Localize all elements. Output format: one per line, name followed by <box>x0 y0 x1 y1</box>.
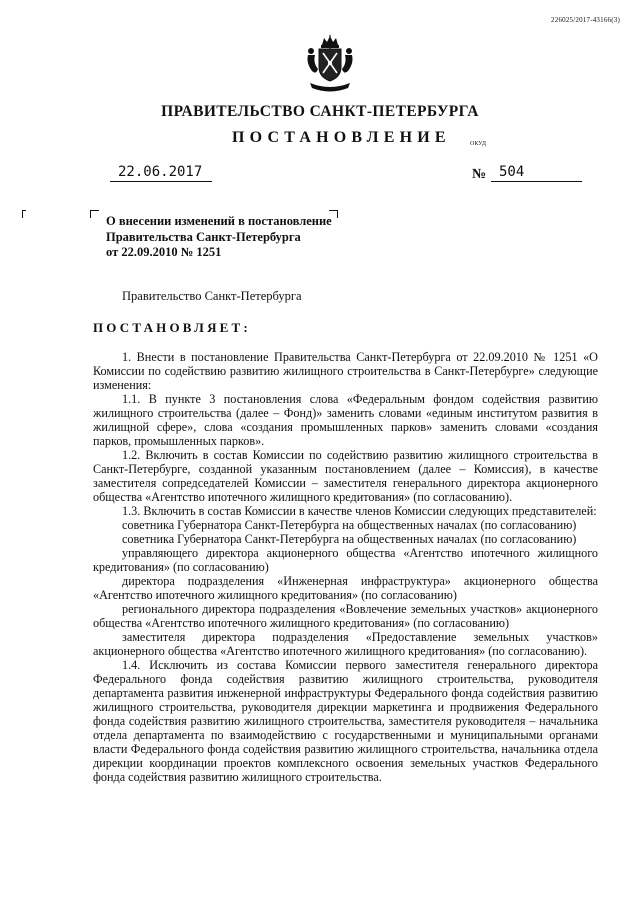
member-item: заместителя директора подразделения «Предоставление земельных участков» акционерного общества «Агентство ипотечного жилищного кредитования» (по согласованию). <box>93 630 598 658</box>
document-type-title: ПОСТАНОВЛЕНИЕ <box>232 129 451 146</box>
paragraph-1-2: 1.2. Включить в состав Комиссии по содействию развитию жилищного строительства в Санкт-Петербурге, созданной указанным постановлением (далее – Комиссия), в качестве заместителя сопредседателей Комиссии – заместителя генерального директора акционерного общества «Агентство ипотечного жилищного кредитования» (по согласованию). <box>93 448 598 504</box>
subject-line: О внесении изменений в постановление <box>106 214 332 228</box>
paragraph-1: 1. Внести в постановление Правительства Санкт-Петербурга от 22.09.2010 № 1251 «О Комиссии по содействию развитию жилищного строительства в Санкт-Петербурге» следующие изменения: <box>93 350 598 392</box>
subject-line: от 22.09.2010 № 1251 <box>106 245 222 259</box>
member-item: управляющего директора акционерного общества «Агентство ипотечного жилищного кредитования» (по согласованию) <box>93 546 598 574</box>
number-label: № <box>472 167 487 182</box>
member-item: регионального директора подразделения «Вовлечение земельных участков» акционерного общества «Агентство ипотечного жилищного кредитования» (по согласованию) <box>93 602 598 630</box>
okud-label: ОКУД <box>470 141 486 147</box>
member-item: директора подразделения «Инженерная инфраструктура» акционерного общества «Агентство ипотечного жилищного кредитования» (по согласованию) <box>93 574 598 602</box>
document-registration-number: 226025/2017-43166(3) <box>551 16 620 24</box>
intro-text: Правительство Санкт-Петербурга <box>122 289 302 303</box>
subject-corner-mark-left <box>90 210 99 218</box>
document-body <box>93 350 598 784</box>
member-item: советника Губернатора Санкт-Петербурга на общественных началах (по согласованию) <box>122 532 577 546</box>
decree-word: ПОСТАНОВЛЯЕТ: <box>93 320 251 335</box>
subject-line: Правительства Санкт-Петербурга <box>106 229 301 244</box>
coat-of-arms-icon <box>302 33 358 93</box>
document-subject <box>106 214 346 261</box>
document-date: 22.06.2017 <box>110 163 212 182</box>
government-title: ПРАВИТЕЛЬСТВО САНКТ-ПЕТЕРБУРГА <box>161 103 479 120</box>
paragraph-1-4: 1.4. Исключить из состава Комиссии первого заместителя генерального директора Федерального фонда содействия развитию жилищного строительства, руководителя департамента развития инженерной инфраструктуры Федерального фонда содействия развитию жилищного строительства, руководителя дирекции маркетинга и продвижения Федерального фонда содействия развитию жилищного строительства, заместителя руководителя – начальника отдела департамента по взаимодействию с государственными и муниципальными органами власти Федерального фонда содействия развитию жилищного строительства, начальника отдела дирекции координации проектов комплексного освоения земельных участков Федерального фонда содействия развитию жилищного строительства. <box>93 658 598 784</box>
paragraph-1-3: 1.3. Включить в состав Комиссии в качестве членов Комиссии следующих представителей: <box>122 504 597 518</box>
margin-mark <box>22 210 26 218</box>
paragraph-1-1: 1.1. В пункте 3 постановления слова «Федеральным фондом содействия развитию жилищного строительства (далее – Фонд)» заменить словами «единым институтом развития в жилищной сфере», слова «создания промышленных парков» заменить словами «создания парков, промышленных парков». <box>93 392 598 448</box>
member-item: советника Губернатора Санкт-Петербурга на общественных началах (по согласованию) <box>122 518 577 532</box>
document-number: 504 <box>491 163 582 182</box>
